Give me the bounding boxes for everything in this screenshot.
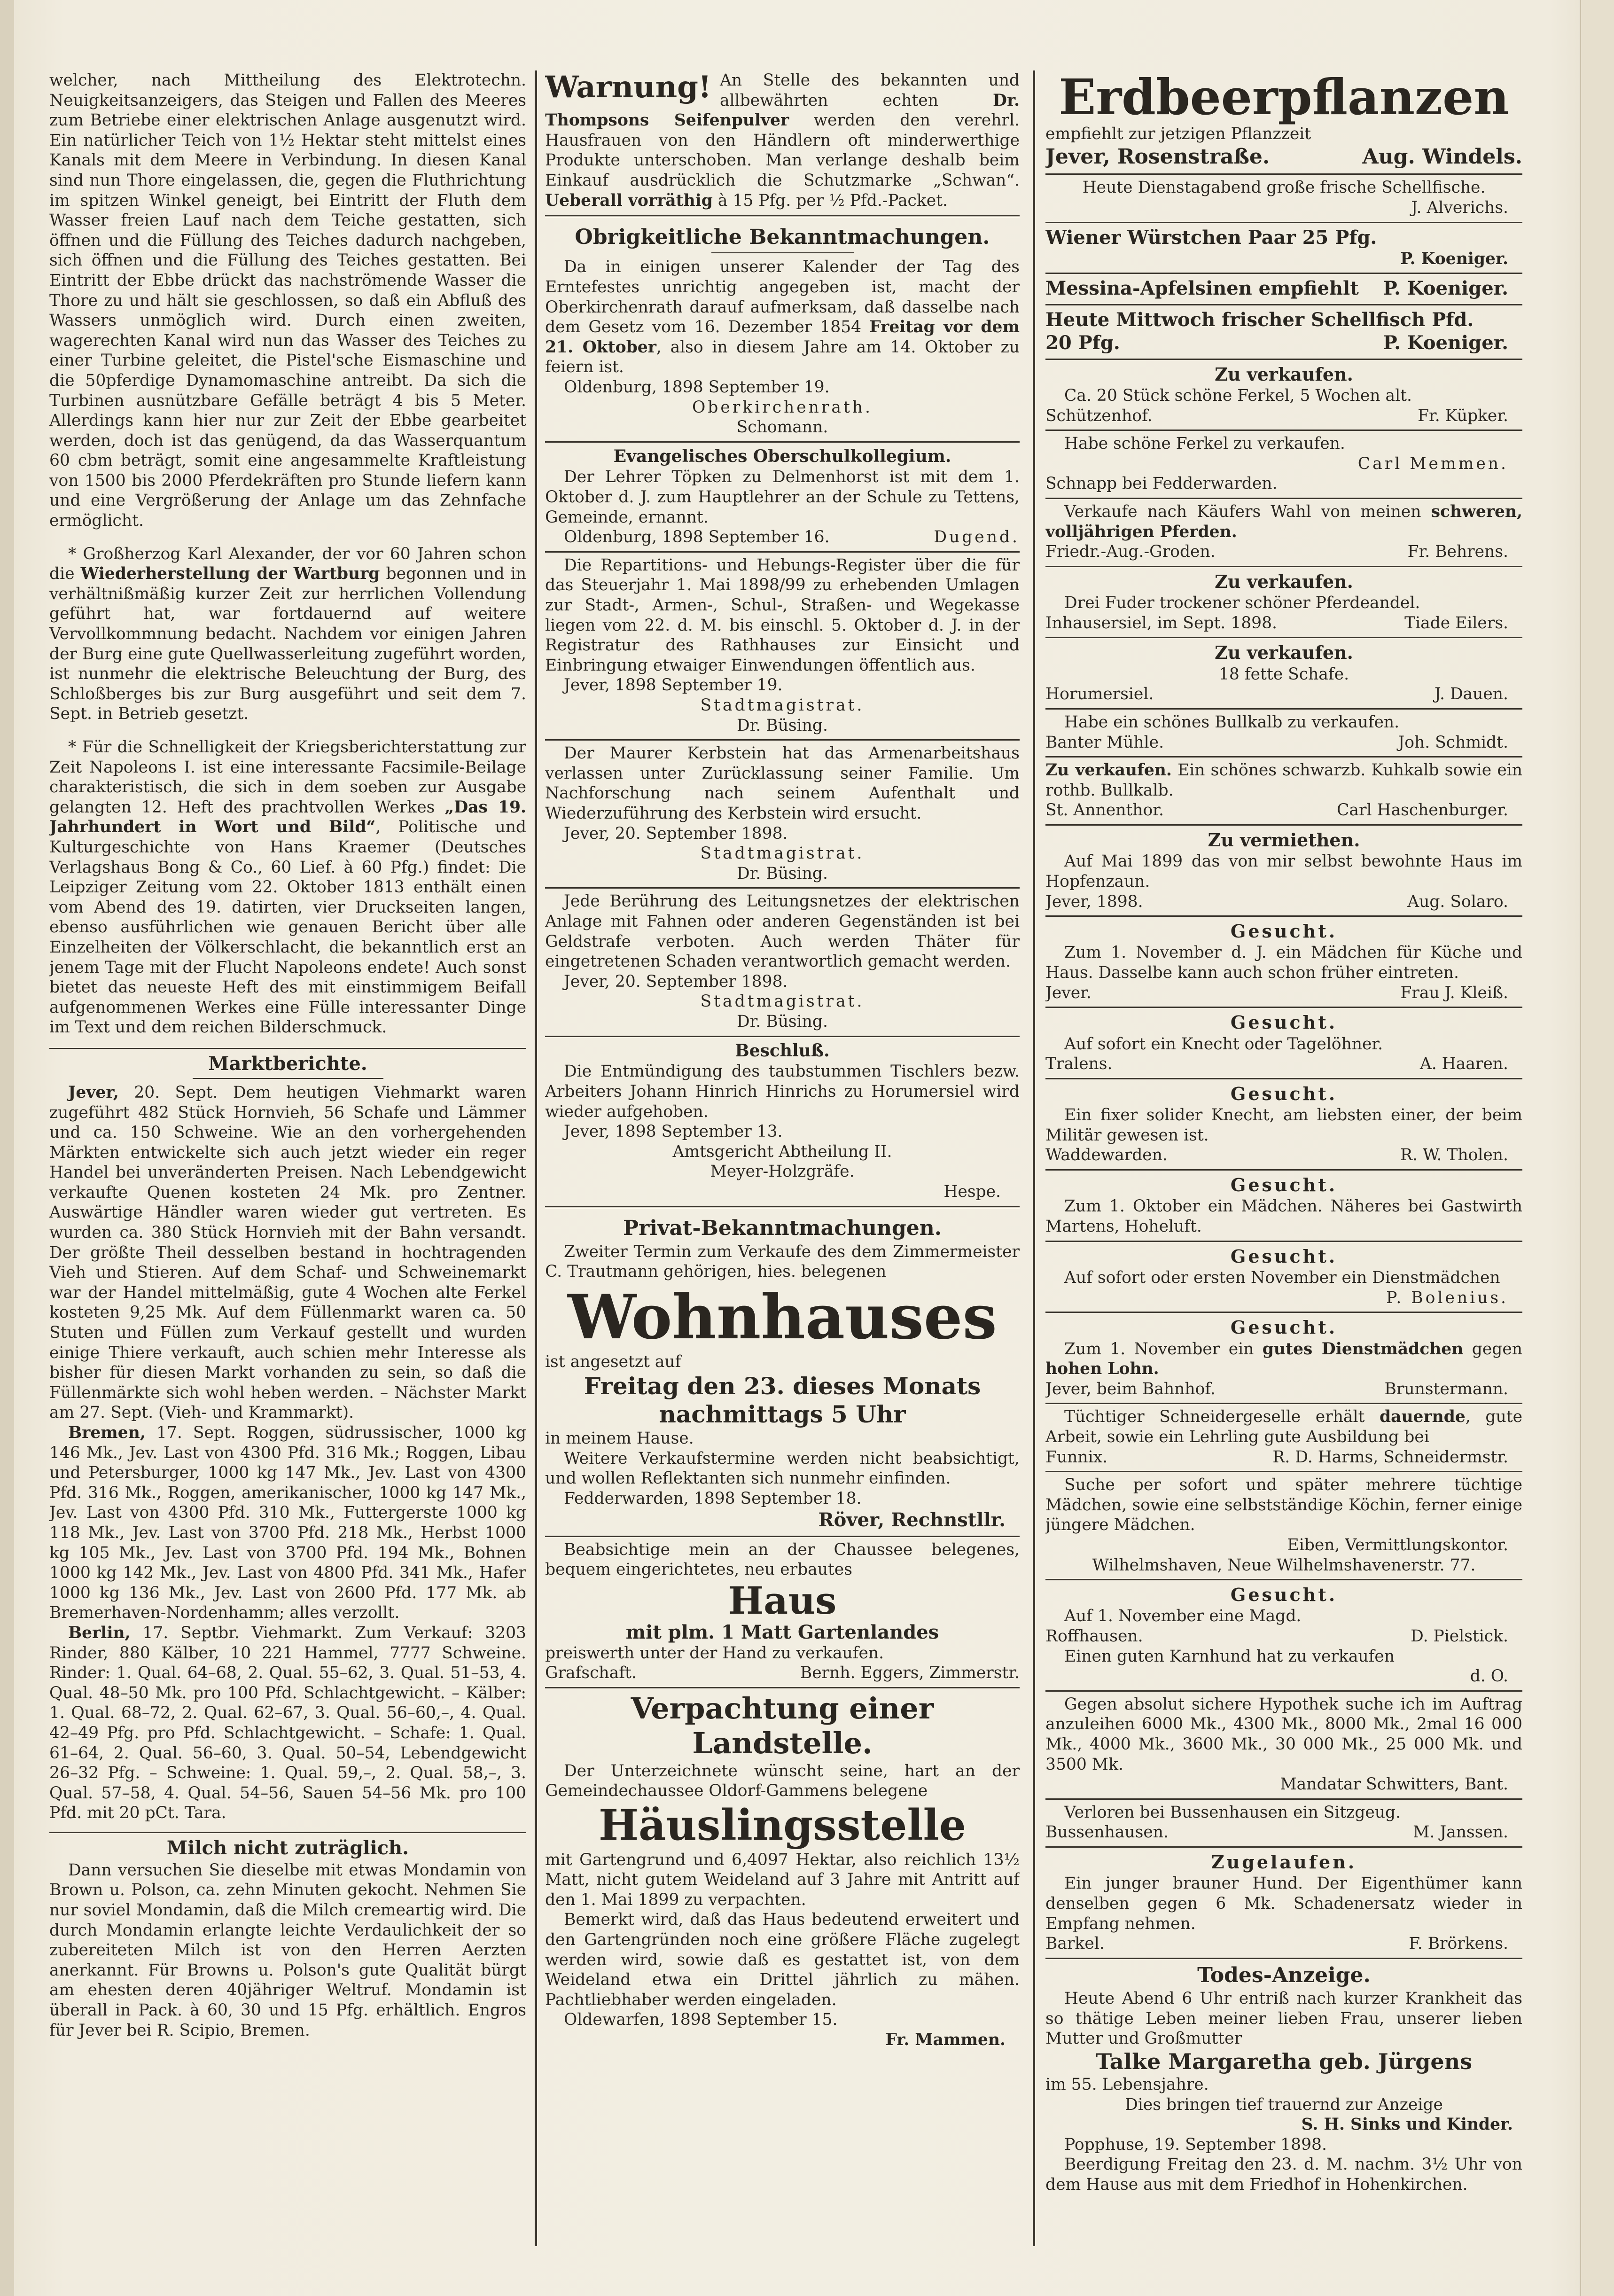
- burial-info: Beerdigung Freitag den 23. d. M. nachm. 3½ Uhr von dem Hause aus mit dem Friedhof in Hohenkirchen.: [1045, 2155, 1522, 2194]
- column-rule: [535, 70, 537, 2246]
- notice-date: Jever, 1898 September 19.: [564, 676, 783, 695]
- house-offer-subtitle: mit plm. 1 Matt Gartenlandes: [625, 1621, 939, 1643]
- court-name: Amtsgericht Abtheilung II.: [672, 1142, 892, 1161]
- ad-footer: Tralens. A. Haaren.: [1045, 1054, 1508, 1074]
- for-sale-heading: Zu verkaufen.: [1215, 570, 1353, 592]
- notice-signature: Stadtmagistrat.: [700, 696, 865, 715]
- wanted-heading: Gesucht.: [1230, 1317, 1338, 1338]
- ad-location: Schnapp bei Fedderwarden.: [1045, 474, 1278, 493]
- lease-title: Häuslingsstelle: [598, 1800, 966, 1851]
- ad-location: Wilhelmshaven, Neue Wilhelmshavenerstr. 77.: [1092, 1555, 1476, 1575]
- fish-wednesday-footer: 20 Pfg. P. Koeniger.: [1045, 332, 1508, 354]
- death-notice-family: S. H. Sinks und Kinder.: [1301, 2115, 1513, 2134]
- house-sale-date: Freitag den 23. dieses Monats: [584, 1372, 981, 1400]
- notice-signature: Röver, Rechnstllr.: [818, 1509, 1006, 1531]
- market-report-jever: Jever, 20. Sept. Dem heutigen Viehmarkt waren zugeführt 482 Stück Hornvieh, 56 Schafe und Lämmer und ca. 150 Schweine. Wie an den vorhergehenden Märkten entwickelte sich auch jetzt wieder ein reger Handel bei unveränderten Preisen. Nach Lebendgewicht verkaufte Quenen kosteten 24 Mk. pro Zentner. Auswärtige Händler waren wieder gut vertreten. Es wurden ca. 380 Stück Hornvieh mit der Bahn versandt. Der größte Theil desselben bestand in hochtragenden Vieh und Stieren. Auf dem Schaf- und Schweinemarkt war der Handel mittelmäßig, gute 4 Wochen alte Ferkel kosteten 9,25 Mk. Auf dem Füllenmarkt waren ca. 50 Stuten und Füllen zum Verkauf gestellt und wurden einige Thiere verkauft, auch schien mehr Interesse als bisher für diesen Markt vorhanden zu sein, so daß die Füllenmärkte sich wohl heben werden. – Nächster Markt am 27. Sept. (Vieh- und Krammarkt).: [49, 1083, 526, 1422]
- notice-footer: Grafschaft. Bernh. Eggers, Zimmerstr.: [545, 1663, 1020, 1683]
- wanted-ad-text: Auf sofort ein Knecht oder Tagelöhner.: [1064, 1034, 1383, 1054]
- deceased-age: im 55. Lebensjahre.: [1045, 2075, 1209, 2094]
- page-right-edge: [1580, 0, 1614, 2296]
- column-3: [1045, 70, 1522, 2251]
- notice-signature: Meyer-Holzgräfe.: [710, 1162, 855, 1181]
- strawberry-ad-footer: Jever, Rosenstraße. Aug. Windels.: [1045, 144, 1522, 169]
- horse-ad-text: Verkaufe nach Käufers Wahl von meinen schweren, volljährigen Pferden.: [1045, 502, 1522, 541]
- wanted-ad-text: Ein fixer solider Knecht, am liebsten einer, der beim Militär gewesen ist.: [1045, 1106, 1522, 1145]
- notice-signature: Dr. Büsing.: [737, 1012, 828, 1031]
- house-sale-text: Zweiter Termin zum Verkaufe des dem Zimmermeister C. Trautmann gehörigen, hies. belegenen: [545, 1242, 1020, 1281]
- wartburg-article: * Großherzog Karl Alexander, der vor 60 Jahren schon die Wiederherstellung der Wartburg begonnen und in verhältnißmäßig kurzer Zeit zur herrlichen Vollendung geführt hat, war fortdauernd auf weitere Vervollkommnung bedacht. Nachdem vor einigen Jahren der Burg eine gute Quellwasserleitung zugeführt worden, ist nunmehr die elektrische Beleuchtung der Burg, des Schloßberges bis zur Burg ausgeführt und seit dem 7. Sept. in Betrieb gesetzt.: [49, 544, 526, 724]
- mortgage-ad-text: Gegen absolut sichere Hypothek suche ich im Auftrag anzuleihen 6000 Mk., 4300 Mk., 8000 Mk., 2mal 16 000 Mk., 4000 Mk., 3600 Mk., 30 000 Mk., 25 000 Mk. und 3500 Mk.: [1045, 1695, 1522, 1774]
- milk-ad-text: Dann versuchen Sie dieselbe mit etwas Mondamin von Brown u. Polson, ca. zehn Minuten gekocht. Nehmen Sie nur soviel Mondamin, daß die Milch cremeartig wird. Die durch Mondamin erlangte leichte Verdaulichkeit der so zubereiteten Milch ist von den Herren Aerzten anerkannt. Für Browns u. Polson's gute Qualität bürgt am ehesten deren 40jähriger Weltruf. Mondamin ist überall in Pack. à 60, 30 und 15 Pfg. erhältlich. Engros für Jever bei R. Scipio, Bremen.: [49, 1860, 526, 2040]
- house-sale-subtitle: ist angesetzt auf: [545, 1352, 681, 1372]
- notice-date: Jever, 20. September 1898.: [564, 824, 788, 843]
- ad-footer: Bussenhausen. M. Janssen.: [1045, 1823, 1508, 1842]
- house-sale-note: Weitere Verkaufstermine werden nicht beabsichtigt, und wollen Reflektanten sich nunmehr einfinden.: [545, 1449, 1020, 1488]
- ad-signature: J. Alverichs.: [1411, 198, 1508, 217]
- notice-signature: Fr. Mammen.: [885, 2030, 1006, 2049]
- ad-footer: Waddewarden. R. W. Tholen.: [1045, 1146, 1508, 1165]
- rent-ad-text: Auf Mai 1899 das von mir selbst bewohnte Haus im Hopfenzaun.: [1045, 852, 1522, 891]
- ad-footer: St. Annenthor. Carl Haschenburger.: [1045, 801, 1508, 820]
- wanted-ad-text: Zum 1. Oktober ein Mädchen. Näheres bei Gastwirth Martens, Hoheluft.: [1045, 1197, 1522, 1236]
- missing-person-notice: Der Maurer Kerbstein hat das Armenarbeitshaus verlassen unter Zurücklassung seiner Familie. Um Nachforschung nach seinem Aufenthalt und Wiederzuführung des Kerbstein wird ersucht.: [545, 744, 1020, 823]
- wanted-heading: Gesucht.: [1230, 1083, 1338, 1104]
- for-rent-heading: Zu vermiethen.: [1208, 829, 1360, 851]
- found-animal-text: Ein junger brauner Hund. Der Eigenthümer kann denselben gegen 6 Mk. Schadenersatz wieder in Empfang nehmen.: [1045, 1874, 1522, 1933]
- school-board-heading: Evangelisches Oberschulkollegium.: [613, 446, 951, 466]
- death-notice-note: Dies bringen tief trauernd zur Anzeige: [1125, 2095, 1443, 2114]
- agency-ad-text: Suche per sofort und später mehrere tüchtige Mädchen, sowie eine selbstständige Köchin, ferner einige jüngere Mädchen.: [1045, 1476, 1522, 1535]
- notice-date: Oldenburg, 1898 September 19.: [564, 377, 830, 397]
- tax-register-notice: Die Repartitions- und Hebungs-Register über die für das Steuerjahr 1. Mai 1898/99 zu erhebenden Umlagen zur Stadt-, Armen-, Schul-, Straßen- und Wegekasse liegen vom 22. d. M. bis einschl. 5. Oktober d. J. in der Registratur des Rathhauses zur Einsicht und Einbringung etwaiger Einwendungen öffentlich aus.: [545, 555, 1020, 675]
- market-reports-heading: Marktberichte.: [208, 1052, 367, 1075]
- deceased-name: Talke Margaretha geb. Jürgens: [1095, 2048, 1473, 2074]
- ad-footer: Roffhausen. D. Pielstick.: [1045, 1627, 1508, 1646]
- ad-signature: P. Koeniger.: [1400, 249, 1508, 268]
- notice-signature: Dr. Büsing.: [737, 716, 828, 735]
- school-board-text: Der Lehrer Töpken zu Delmenhorst ist mit dem 1. Oktober d. J. zum Hauptlehrer an der Schule zu Tettens, Gemeinde, ernannt.: [545, 468, 1020, 527]
- resolution-text: Die Entmündigung des taubstummen Tischlers bezw. Arbeiters Johann Hinrich Hinrichs zu Horumersiel wird wieder aufgehoben.: [545, 1062, 1020, 1121]
- ad-signature: Eiben, Vermittlungskontor.: [1287, 1535, 1508, 1554]
- orange-ad: Messina-Apfelsinen empfiehlt P. Koeniger.: [1045, 277, 1508, 300]
- lost-item-ad-text: Verloren bei Bussenhausen ein Sitzgeug.: [1064, 1803, 1401, 1822]
- calf-ad-text: Habe ein schönes Bullkalb zu verkaufen.: [1064, 712, 1400, 732]
- lease-text: Der Unterzeichnete wünscht seine, hart an der Gemeindechaussee Oldorf-Gammens belegene: [545, 1761, 1020, 1801]
- ad-signature: P. Bolenius.: [1386, 1288, 1508, 1307]
- hay-ad-text: Drei Fuder trockener schöner Pferdeandel.: [1064, 594, 1420, 613]
- piglet-ad-text: Ca. 20 Stück schöne Ferkel, 5 Wochen alt.: [1064, 386, 1412, 406]
- warning-ad: Warnung! An Stelle des bekannten und allbewährten echten Dr. Thompsons Seifenpulver werden den verehrl. Hausfrauen von den Händlern oft minderwerthige Produkte unterschoben. Man verlange deshalb beim Einkauf ausdrücklich die Schutzmarke „Schwan“. Ueberall vorräthig à 15 Pfg. per ½ Pfd.-Packet.: [545, 70, 1020, 210]
- fish-ad-text: Heute Dienstagabend große frische Schellfische.: [1082, 178, 1486, 197]
- house-offer-text: Beabsichtige mein an der Chaussee belegenes, bequem eingerichtetes, neu erbautes: [545, 1540, 1020, 1579]
- resolution-heading: Beschluß.: [735, 1040, 830, 1061]
- lease-note: Bemerkt wird, daß das Haus bedeutend erweitert und den Gartengründen noch eine größere Fläche zugelegt werden wird, sowie daß es gestattet ist, von dem Weideland etwa ein Drittel jährlich zu mähen. Pachtliebhaber werden eingeladen.: [545, 1910, 1020, 2009]
- ad-footer: Friedr.-Aug.-Groden. Fr. Behrens.: [1045, 542, 1508, 562]
- sheep-ad-text: 18 fette Schafe.: [1218, 664, 1349, 684]
- ad-footer: Inhausersiel, im Sept. 1898. Tiade Eilers.: [1045, 613, 1508, 633]
- dog-ad-text: Einen guten Karnhund hat zu verkaufen: [1064, 1647, 1395, 1666]
- private-notices-heading: Privat-Bekanntmachungen.: [623, 1216, 942, 1241]
- napoleon-article: * Für die Schnelligkeit der Kriegsberichterstattung zur Zeit Napoleons I. ist eine interessante Facsimile-Beilage charakteristisch, die sich in dem soeben zur Ausgabe gelangten 12. Heft des prachtvollen Werkes „Das 19. Jahrhundert in Wort und Bild“, Politische und Kulturgeschichte von Hans Kraemer (Deutsches Verlagshaus Bong & Co., 60 Lief. à 60 Pfg.) findet: Die Leipziger Zeitung vom 22. Oktober 1813 enthält einen vom Abend des 19. datirten, vier Druckseiten langen, ebenso ausführlichen wie genauen Bericht über alle Einzelheiten der Völkerschlacht, die bekanntlich erst an jenem Tage mit der Flucht Napoleons endete! Auch sonst bietet das neueste Heft des mit einstimmigem Beifall aufgenommenen Werkes eine Fülle interessanter Dinge im Text und dem reichen Bilderschmuck.: [49, 738, 526, 1037]
- notice-date: Oldewarfen, 1898 September 15.: [564, 2010, 838, 2030]
- tidal-power-article: welcher, nach Mittheilung des Elektrotechn. Neuigkeitsanzeigers, das Steigen und Fallen des Meeres zum Betriebe einer elektrischen Anlage ausgenutzt wird. Ein natürlicher Teich von 1½ Hektar steht mittelst eines Kanals mit dem Meere in Verbindung. In diesen Kanal sind nun Thore eingelassen, die, gegen die Fluthrichtung im spitzen Winkel geneigt, bei Eintritt der Fluth dem Wasser freien Lauf nach dem Teiche gestatten, sich öffnen und die Füllung des Teiches dadurch nachgeben, sich öffnen und die Füllung des Teiches gestatten. Bei Eintritt der Ebbe drückt das nachströmende Wasser die Thore zu und hält sie geschlossen, so daß ein Abfluß des Wassers unmöglich wird. Durch einen zweiten, wagerechten Kanal wird nun das Wasser des Teiches zu einer Turbine geleitet, die Pistel'sche Eismaschine und die 50pferdige Dynamomaschine antreibt. Da sich die Turbinen ausnützbare Gefälle beträgt 4 bis 5 Meter. Allerdings kann hier nur zur Zeit der Ebbe gearbeitet werden, doch ist das genügend, da das Wasserquantum 60 cbm beträgt, somit eine angesammelte Kraftleistung von 1500 bis 2000 Pferdekräften pro Stunde liefern kann und eine Vergrößerung der Anlage um das Zehnfache ermöglicht.: [49, 71, 526, 531]
- wanted-heading: Gesucht.: [1230, 1584, 1338, 1606]
- death-notice-text: Heute Abend 6 Uhr entriß nach kurzer Krankheit das so thätige Leben meiner lieben Frau, unserer lieben Mutter und Großmutter: [1045, 1989, 1522, 2048]
- wanted-ad-text: Zum 1. November d. J. ein Mädchen für Küche und Haus. Dasselbe kann auch schon früher eintreten.: [1045, 943, 1522, 983]
- house-sale-place: in meinem Hause.: [545, 1429, 694, 1448]
- notice-signature: Stadtmagistrat.: [700, 844, 865, 863]
- strawberry-ad-text: empfiehlt zur jetzigen Pflanzzeit: [1045, 125, 1311, 144]
- notice-signature: Schomann.: [736, 418, 828, 437]
- house-offer-note: preiswerth unter der Hand zu verkaufen.: [545, 1643, 884, 1663]
- notice-date: Jever, 1898 September 13.: [564, 1122, 783, 1141]
- tailor-ad-text: Tüchtiger Schneidergeselle erhält dauernde, gute Arbeit, sowie ein Lehrling gute Ausbildung bei: [1045, 1407, 1522, 1446]
- for-sale-heading: Zu verkaufen.: [1215, 642, 1353, 664]
- ad-footer: Jever, beim Bahnhof. Brunstermann.: [1045, 1379, 1508, 1398]
- ad-signature: Carl Memmen.: [1357, 454, 1508, 473]
- ad-footer: Jever, 1898. Aug. Solaro.: [1045, 892, 1508, 911]
- notice-signature: Oberkirchenrath.: [692, 398, 873, 417]
- fish-wednesday-ad: Heute Mittwoch frischer Schellfisch Pfd.: [1045, 308, 1474, 331]
- wanted-heading: Gesucht.: [1230, 1012, 1338, 1033]
- wanted-ad-text: Auf 1. November eine Magd.: [1064, 1607, 1302, 1626]
- market-report-berlin: Berlin, 17. Septbr. Viehmarkt. Zum Verkauf: 3203 Rinder, 880 Kälber, 10 221 Hammel, 7777 Schweine. Rinder: 1. Qual. 64–68, 2. Qual. 55–62, 3. Qual. 51–53, 4. Qual. 48–50 Mk. pro 100 Pfd. Schlachtgewicht. – Kälber: 1. Qual. 68–72, 2. Qual. 62–67, 3. Qual. 56–60,–, 4. Qual. 42–49 Pfg. pro Pfd. Schlachtgewicht. – Schafe: 1. Qual. 61–64, 2. Qual. 56–60, 3. Qual. 50–54, Lebendgewicht 26–32 Pfg. – Schweine: 1. Qual. 59,–, 2. Qual. 58,–, 3. Qual. 57–58, 4. Qual. 54–56, Sauen 54–56 Mk. pro 100 Pfd. mit 20 pCt. Tara.: [49, 1623, 526, 1823]
- market-report-bremen: Bremen, 17. Sept. Roggen, südrussischer, 1000 kg 146 Mk., Jev. Last von 4300 Pfd. 316 Mk.; Roggen, Libau und Petersburger, 1000 kg 147 Mk., Jev. Last von 4300 Pfd. 316 Mk., Roggen, amerikanischer, 1000 kg 147 Mk., Jev. Last von 4300 Pfd. 310 Mk., Futtergerste 1000 kg 118 Mk., Jev. Last von 3700 Pfd. 218 Mk., Herbst 1000 kg 105 Mk., Jev. Last von 3700 Pfd. 194 Mk., Bohnen 1000 kg 142 Mk., Jev. Last von 4800 Pfd. 341 Mk., Hafer 1000 kg 136 Mk., Jev. Last von 2600 Pfd. 177 Mk. ab Bremerhaven-Nordenhamm; alles verzollt.: [49, 1423, 526, 1623]
- house-offer-title: Haus: [728, 1578, 837, 1623]
- for-sale-heading: Zu verkaufen.: [1215, 363, 1353, 385]
- notice-date: Popphuse, 19. September 1898.: [1064, 2135, 1327, 2154]
- ad-footer: Horumersiel. J. Dauen.: [1045, 685, 1508, 704]
- piglet-ad-text: Habe schöne Ferkel zu verkaufen.: [1064, 434, 1345, 453]
- house-sale-time: nachmittags 5 Uhr: [659, 1400, 906, 1428]
- column-1: [49, 70, 526, 2251]
- strawberry-ad-title: Erdbeerpflanzen: [1059, 70, 1509, 126]
- harvest-festival-notice: Da in einigen unserer Kalender der Tag des Erntefestes unrichtig angegeben ist, macht der Oberkirchenrath darauf aufmerksam, daß dasselbe nach dem Gesetz vom 16. Dezember 1854 Freitag vor dem 21. Oktober, also in diesem Jahre am 14. Oktober zu feiern ist.: [545, 258, 1020, 377]
- lease-details: mit Gartengrund und 6,4097 Hektar, also reichlich 13½ Matt, nicht gutem Weideland auf 3 Jahre mit Antritt auf den 1. Mai 1899 zu verpachten.: [545, 1850, 1020, 1909]
- ad-footer: Schützenhof. Fr. Küpker.: [1045, 406, 1508, 425]
- sausage-ad: Wiener Würstchen Paar 25 Pfg.: [1045, 226, 1377, 249]
- ad-footer: Funnix. R. D. Harms, Schneidermstr.: [1045, 1447, 1508, 1467]
- ad-footer: Banter Mühle. Joh. Schmidt.: [1045, 733, 1508, 752]
- page-left-edge: [0, 0, 14, 2296]
- ad-signature: d. O.: [1470, 1667, 1508, 1686]
- milk-ad-heading: Milch nicht zuträglich.: [166, 1836, 409, 1859]
- notice-footer: Oldenburg, 1898 September 16. Dugend.: [564, 528, 1020, 547]
- wanted-heading: Gesucht.: [1230, 1174, 1338, 1196]
- power-line-notice: Jede Berührung des Leitungsnetzes der elektrischen Anlage mit Fahnen oder anderen Gegenständen ist bei Geldstrafe verboten. Auch werden Thäter für eingetretenen Schaden verantwortlich gemacht werden.: [545, 892, 1020, 971]
- notice-signature: Hespe.: [943, 1182, 1001, 1201]
- wanted-heading: Gesucht.: [1230, 921, 1338, 942]
- lease-heading: Verpachtung einer Landstelle.: [631, 1691, 934, 1761]
- found-animal-heading: Zugelaufen.: [1211, 1851, 1357, 1873]
- ad-footer: Jever. Frau J. Kleiß.: [1045, 983, 1508, 1002]
- notice-date: Jever, 20. September 1898.: [564, 972, 788, 991]
- calf-ad-text: Zu verkaufen. Ein schönes schwarzb. Kuhkalb sowie ein rothb. Bullkalb.: [1045, 761, 1522, 800]
- ad-footer: Barkel. F. Brörkens.: [1045, 1934, 1508, 1953]
- notice-signature: Stadtmagistrat.: [700, 992, 865, 1011]
- wanted-ad-text: Zum 1. November ein gutes Dienstmädchen gegen hohen Lohn.: [1045, 1339, 1522, 1379]
- column-rule: [1033, 70, 1035, 2246]
- notice-signature: Dr. Büsing.: [737, 864, 828, 883]
- death-notice-heading: Todes-Anzeige.: [1197, 1963, 1371, 1987]
- column-2: [545, 70, 1020, 2251]
- wanted-heading: Gesucht.: [1230, 1245, 1338, 1267]
- official-notices-heading: Obrigkeitliche Bekanntmachungen.: [575, 225, 990, 250]
- house-sale-title: Wohnhauses: [568, 1281, 997, 1353]
- notice-date: Fedderwarden, 1898 September 18.: [564, 1489, 862, 1508]
- wanted-ad-text: Auf sofort oder ersten November ein Dienstmädchen: [1064, 1268, 1500, 1287]
- ad-signature: Mandatar Schwitters, Bant.: [1280, 1775, 1508, 1794]
